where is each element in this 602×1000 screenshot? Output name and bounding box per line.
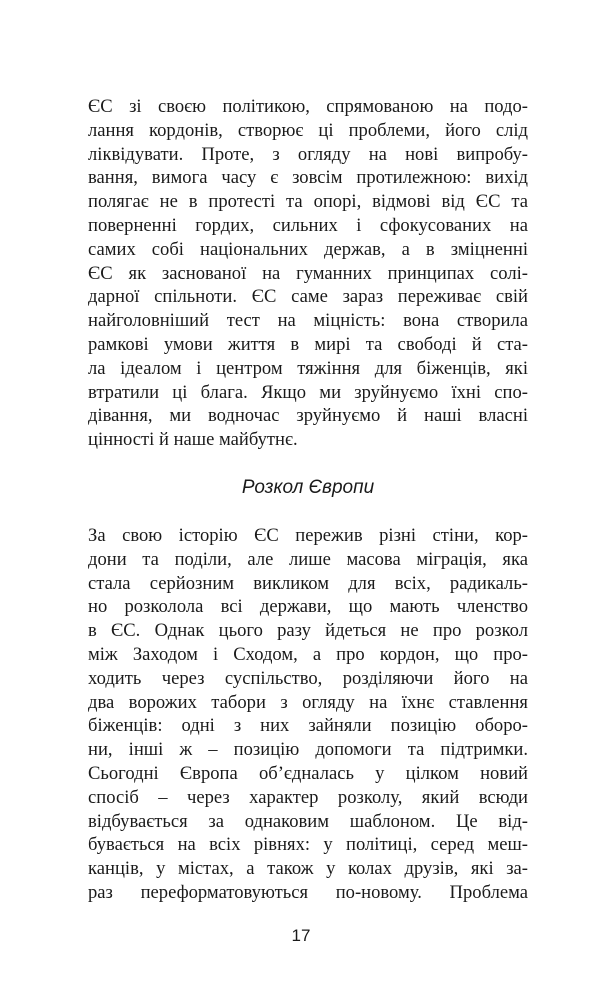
text-line: втратили ці блага. Якщо ми зруйнуємо їхні спо- <box>88 381 528 403</box>
text-line: ліквідувати. Проте, з огляду на нові випробу- <box>88 143 528 165</box>
text-line: спосіб – через характер розколу, який всюди <box>88 786 528 808</box>
paragraph-1 <box>88 95 528 452</box>
text-line: полягає не в протесті та опорі, відмові від ЄС та <box>88 191 528 213</box>
text-line: За свою історію ЄС пережив різні стіни, кор- <box>88 525 528 546</box>
text-line: ходить через суспільство, розділяючи його на <box>88 667 528 689</box>
text-line: но розколола всі держави, що мають членство <box>88 596 528 618</box>
text-line: лання кордонів, створює ці проблеми, його слід <box>88 119 528 141</box>
text-line: дівання, ми водночас зруйнуємо й наші власні <box>88 405 528 427</box>
text-line: між Заходом і Сходом, а про кордон, що про- <box>88 643 528 665</box>
text-line: ни, інші ж – позицію допомоги та підтримки. <box>88 739 528 761</box>
text-line: цінності й наше майбутнє. <box>88 429 298 451</box>
text-line: бувається на всіх рівнях: у політиці, серед меш- <box>88 834 528 856</box>
text-line: поверненні гордих, сильних і сфокусованих на <box>88 214 528 236</box>
text-line: в ЄС. Однак цього разу йдеться не про розкол <box>88 620 528 642</box>
section-heading: Розкол Європи <box>241 477 375 498</box>
text-line: раз переформатовуються по-новому. Проблема <box>88 881 528 903</box>
page-number: 17 <box>291 926 311 945</box>
text-line: біженців: одні з них зайняли позицію оборо- <box>88 715 528 737</box>
text-line: дарної спільноти. ЄС саме зараз переживає свій <box>88 286 528 308</box>
text-line: найголовніший тест на міцність: вона створила <box>88 310 528 332</box>
paragraph-2 <box>88 524 528 905</box>
text-line: рамкові умови життя в мирі та свободі й ста- <box>88 333 528 355</box>
text-line: Сьогодні Європа об’єдналась у цілком новий <box>88 762 528 784</box>
text-line: ла ідеалом і центром тяжіння для біженців, які <box>88 357 528 379</box>
text-line: самих собі національних держав, а в зміцненні <box>88 238 528 260</box>
text-line: стала серйозним викликом для всіх, радикаль- <box>88 572 528 594</box>
text-line: дони та поділи, але лише масова міграція, яка <box>88 548 528 570</box>
text-line: вання, вимога часу є зовсім протилежною: вихід <box>88 167 528 189</box>
text-line: ЄС як заснованої на гуманних принципах солі- <box>88 262 528 284</box>
text-line: два ворожих табори з огляду на їхнє ставлення <box>88 691 528 713</box>
text-line: відбувається за однаковим шаблоном. Це від- <box>88 810 528 832</box>
text-line: канців, у містах, а також у колах друзів, які за- <box>88 858 528 880</box>
text-line: ЄС зі своєю політикою, спрямованою на подо- <box>88 96 528 117</box>
